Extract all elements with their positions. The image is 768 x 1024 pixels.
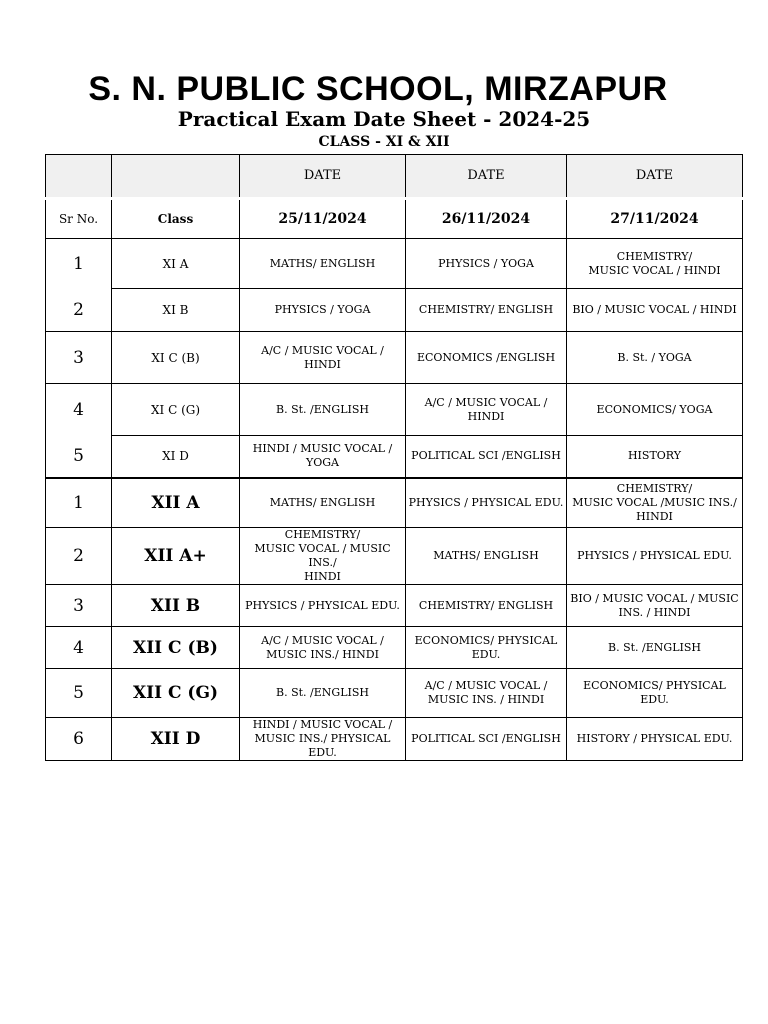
subject-day-2: ECONOMICS /ENGLISH bbox=[406, 332, 567, 384]
date-label-3: DATE bbox=[567, 155, 743, 199]
subject-day-2: CHEMISTRY/ ENGLISH bbox=[406, 585, 567, 627]
sr-number: 2 bbox=[46, 528, 112, 585]
class-name: XI D bbox=[112, 436, 240, 478]
table-row bbox=[46, 627, 743, 669]
subject-day-3: BIO / MUSIC VOCAL / HINDI bbox=[567, 289, 743, 332]
table-row bbox=[46, 289, 743, 332]
date-label-2: DATE bbox=[406, 155, 567, 199]
class-header: Class bbox=[112, 199, 240, 239]
subject-day-1: PHYSICS / PHYSICAL EDU. bbox=[240, 585, 406, 627]
subject-day-1: HINDI / MUSIC VOCAL / YOGA bbox=[240, 436, 406, 478]
subject-day-2: ECONOMICS/ PHYSICAL EDU. bbox=[406, 627, 567, 669]
class-name: XII A+ bbox=[112, 528, 240, 585]
subject-day-2: A/C / MUSIC VOCAL / MUSIC INS. / HINDI bbox=[406, 669, 567, 718]
date-value-2: 26/11/2024 bbox=[406, 199, 567, 239]
subject-day-3: CHEMISTRY/ MUSIC VOCAL /MUSIC INS./ HINDI bbox=[567, 478, 743, 528]
sr-number: 4 bbox=[46, 627, 112, 669]
subject-day-3: ECONOMICS/ PHYSICAL EDU. bbox=[567, 669, 743, 718]
table-row bbox=[46, 436, 743, 478]
table-row bbox=[46, 669, 743, 718]
class-name: XII D bbox=[112, 718, 240, 761]
class-name: XI C (B) bbox=[112, 332, 240, 384]
subject-day-2: CHEMISTRY/ ENGLISH bbox=[406, 289, 567, 332]
table-row bbox=[46, 332, 743, 384]
sheet-subtitle: Practical Exam Date Sheet - 2024-25 bbox=[177, 107, 591, 131]
subject-day-1: PHYSICS / YOGA bbox=[240, 289, 406, 332]
subject-day-3: B. St. / YOGA bbox=[567, 332, 743, 384]
subject-day-1: CHEMISTRY/ MUSIC VOCAL / MUSIC INS./ HINDI bbox=[240, 528, 406, 585]
sr-number: 3 bbox=[46, 332, 112, 384]
subject-day-1: MATHS/ ENGLISH bbox=[240, 239, 406, 289]
school-name: S. N. PUBLIC SCHOOL, MIRZAPUR bbox=[88, 70, 668, 108]
subject-day-1: HINDI / MUSIC VOCAL / MUSIC INS./ PHYSICAL EDU. bbox=[240, 718, 406, 761]
subject-day-1: A/C / MUSIC VOCAL / HINDI bbox=[240, 332, 406, 384]
date-sheet-table bbox=[45, 154, 743, 761]
sr-number: 2 bbox=[46, 289, 112, 332]
table-row bbox=[46, 384, 743, 436]
class-line: CLASS - XI & XII bbox=[318, 134, 450, 150]
subject-day-3: CHEMISTRY/ MUSIC VOCAL / HINDI bbox=[567, 239, 743, 289]
date-value-1: 25/11/2024 bbox=[240, 199, 406, 239]
sr-no-header: Sr No. bbox=[46, 199, 112, 239]
class-name: XI B bbox=[112, 289, 240, 332]
subject-day-2: POLITICAL SCI /ENGLISH bbox=[406, 436, 567, 478]
class-name: XI C (G) bbox=[112, 384, 240, 436]
date-value-3: 27/11/2024 bbox=[567, 199, 743, 239]
date-label-row bbox=[46, 155, 743, 199]
table-row bbox=[46, 478, 743, 528]
subject-day-1: MATHS/ ENGLISH bbox=[240, 478, 406, 528]
subject-day-2: MATHS/ ENGLISH bbox=[406, 528, 567, 585]
class-name: XII C (B) bbox=[112, 627, 240, 669]
table-row bbox=[46, 718, 743, 761]
sr-number: 1 bbox=[46, 478, 112, 528]
sr-number: 3 bbox=[46, 585, 112, 627]
class-name: XII A bbox=[112, 478, 240, 528]
subject-day-3: HISTORY bbox=[567, 436, 743, 478]
subject-day-1: B. St. /ENGLISH bbox=[240, 669, 406, 718]
date-value-row bbox=[46, 199, 743, 239]
sr-number: 5 bbox=[46, 436, 112, 478]
date-label-1: DATE bbox=[240, 155, 406, 199]
subject-day-2: A/C / MUSIC VOCAL / HINDI bbox=[406, 384, 567, 436]
subject-day-3: B. St. /ENGLISH bbox=[567, 627, 743, 669]
subject-day-3: HISTORY / PHYSICAL EDU. bbox=[567, 718, 743, 761]
header-blank-sr bbox=[46, 155, 112, 199]
sr-number: 5 bbox=[46, 669, 112, 718]
subject-day-2: PHYSICS / PHYSICAL EDU. bbox=[406, 478, 567, 528]
class-name: XI A bbox=[112, 239, 240, 289]
sr-number: 6 bbox=[46, 718, 112, 761]
subject-day-1: A/C / MUSIC VOCAL / MUSIC INS./ HINDI bbox=[240, 627, 406, 669]
table-row bbox=[46, 585, 743, 627]
class-name: XII C (G) bbox=[112, 669, 240, 718]
subject-day-2: PHYSICS / YOGA bbox=[406, 239, 567, 289]
sr-number: 1 bbox=[46, 239, 112, 289]
table-row bbox=[46, 239, 743, 289]
subject-day-3: PHYSICS / PHYSICAL EDU. bbox=[567, 528, 743, 585]
table-row bbox=[46, 528, 743, 585]
subject-day-1: B. St. /ENGLISH bbox=[240, 384, 406, 436]
subject-day-3: ECONOMICS/ YOGA bbox=[567, 384, 743, 436]
sr-number: 4 bbox=[46, 384, 112, 436]
header-blank-class bbox=[112, 155, 240, 199]
subject-day-3: BIO / MUSIC VOCAL / MUSIC INS. / HINDI bbox=[567, 585, 743, 627]
class-name: XII B bbox=[112, 585, 240, 627]
subject-day-2: POLITICAL SCI /ENGLISH bbox=[406, 718, 567, 761]
